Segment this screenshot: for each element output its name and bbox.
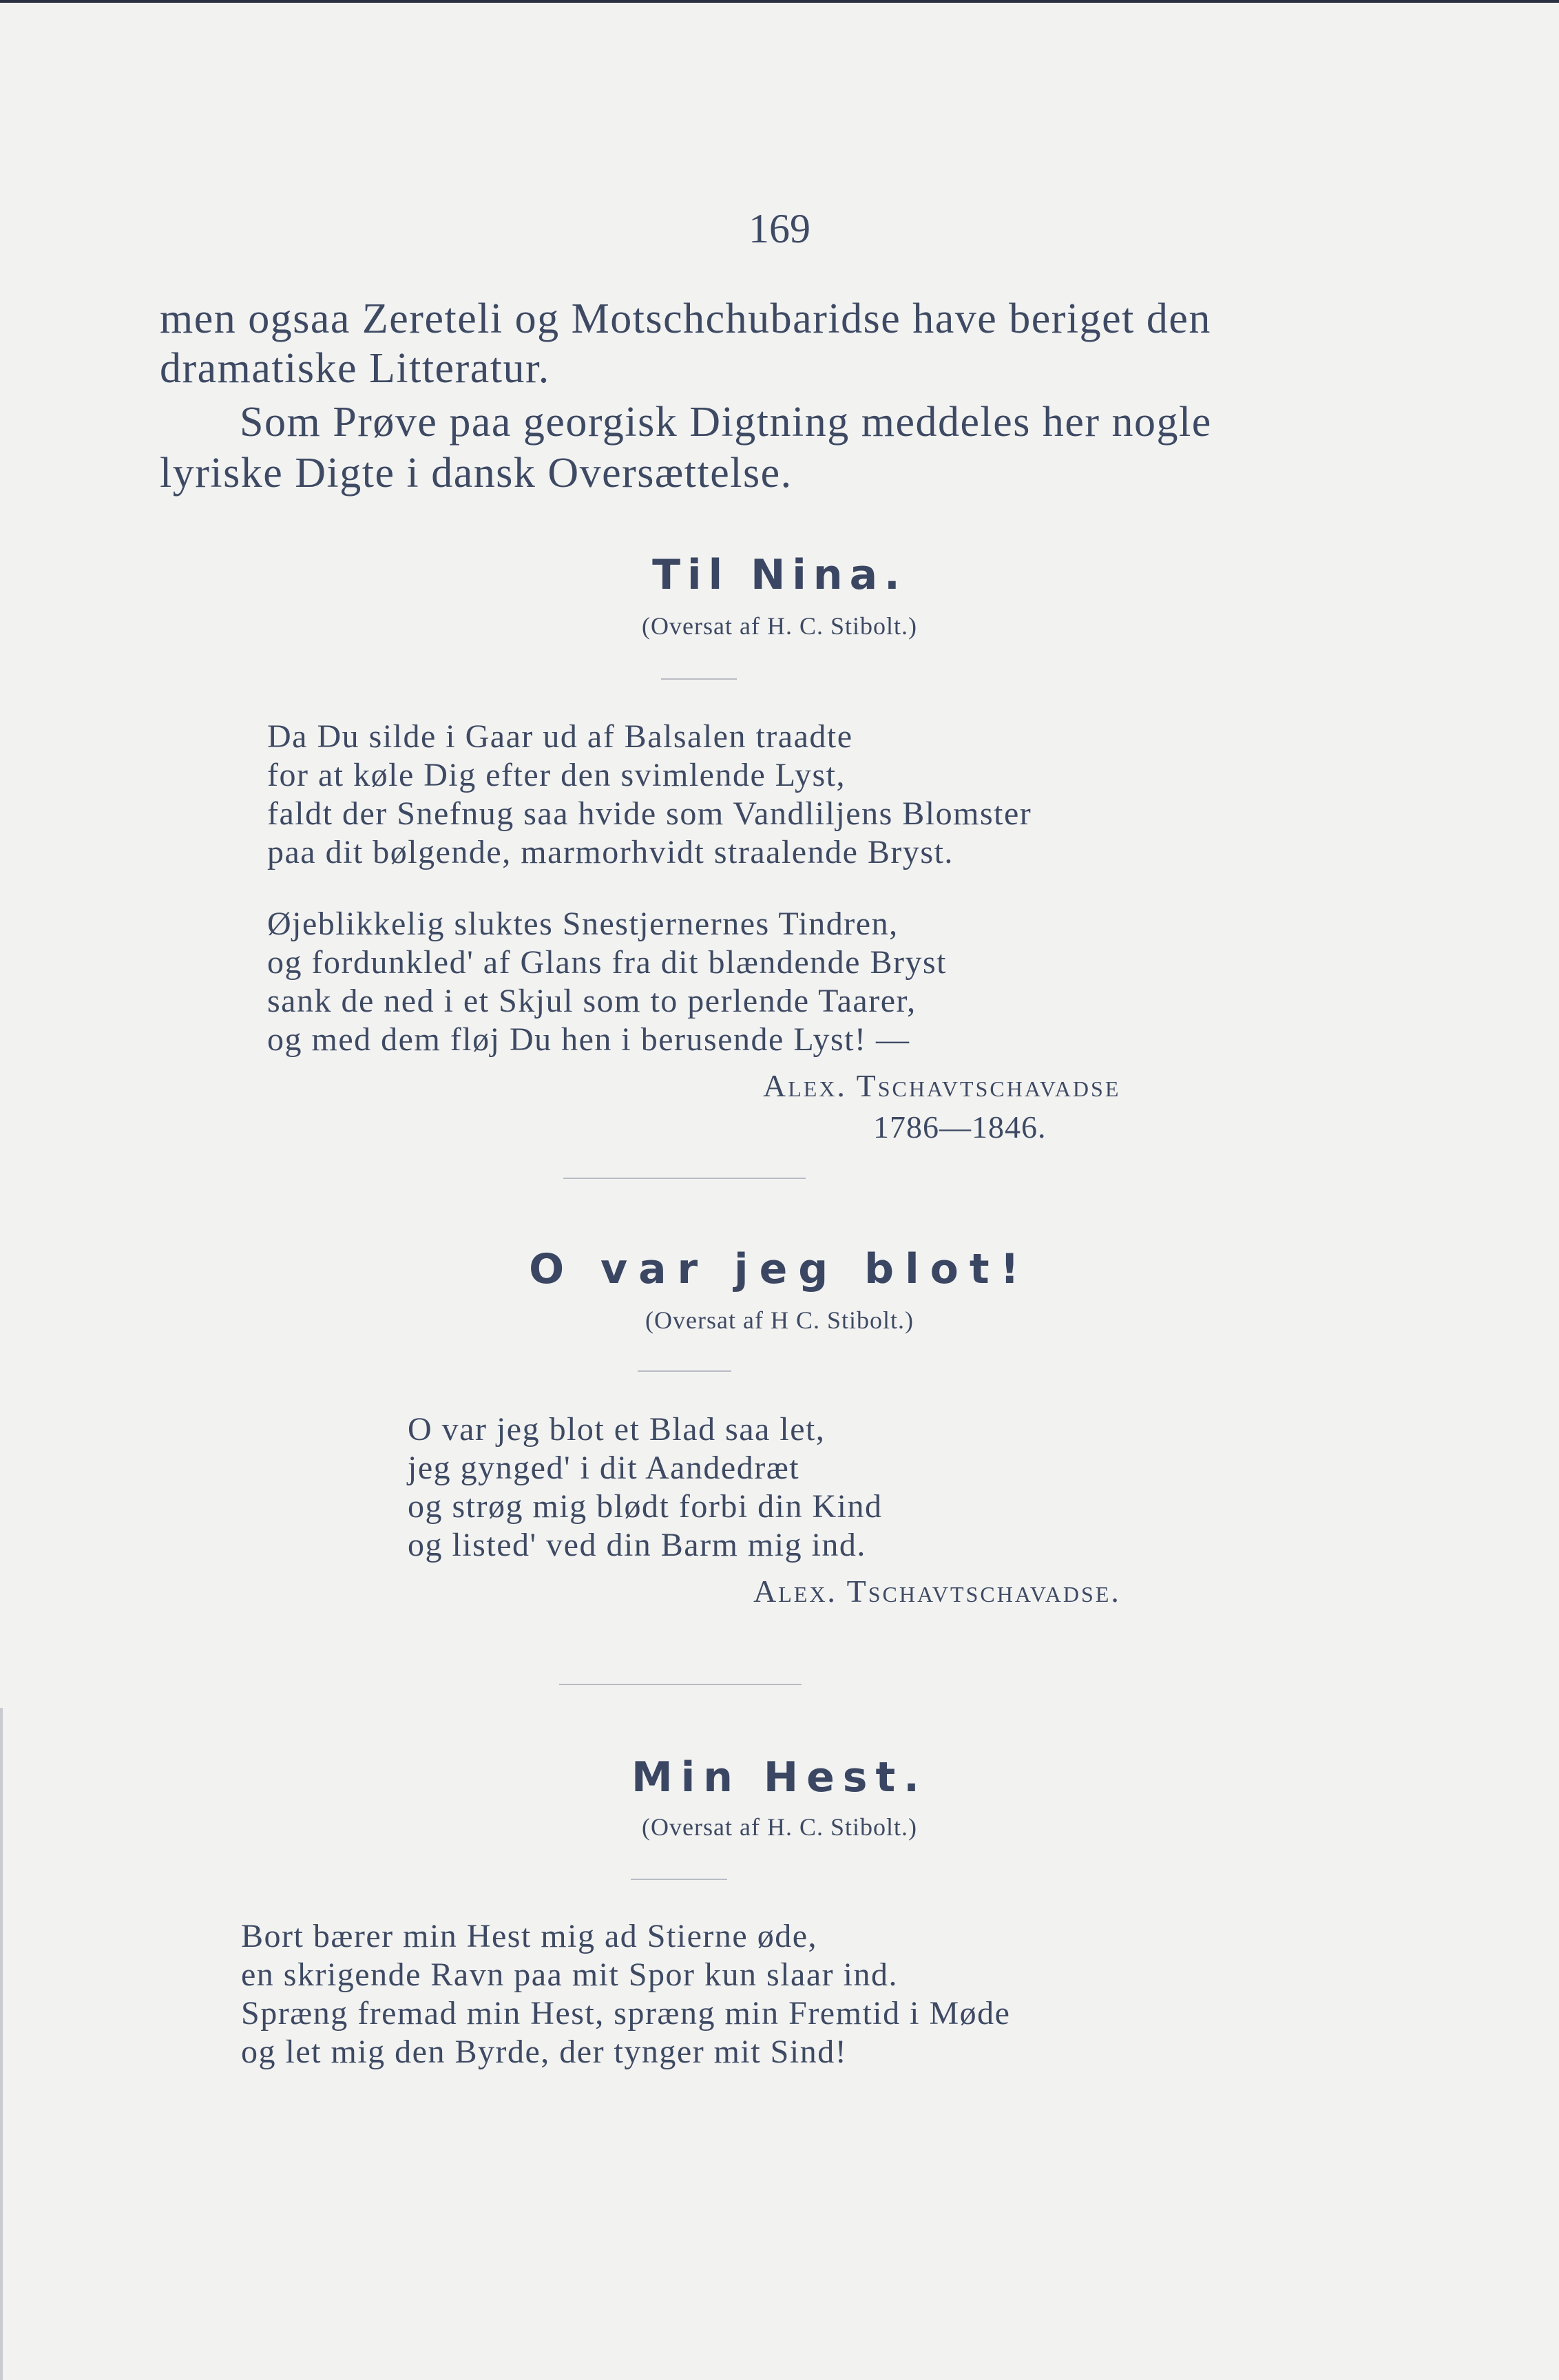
section-divider [559,1684,802,1685]
page-left-edge [0,1708,3,2380]
verse-line: Da Du silde i Gaar ud af Balsalen traadte [267,718,853,755]
poem-title: O var jeg blot! [529,1245,1030,1293]
poem-subtitle: (Oversat af H. C. Stibolt.) [642,612,917,640]
poem-title: Til Nina. [652,551,907,599]
verse-line: og fordunkled' af Glans fra dit blændende Bryst [267,944,947,981]
page-top-edge [0,0,1559,3]
verse-line: og strøg mig blødt forbi din Kind [408,1488,883,1525]
divider [661,678,737,680]
intro-line: lyriske Digte i dansk Oversættelse. [160,450,793,497]
poem-author: Alex. Tschavtschavadse. [753,1574,1121,1609]
verse-line: faldt der Snefnug saa hvide som Vandliljens Blomster [267,795,1032,832]
verse-line: Spræng fremad min Hest, spræng min Fremtid i Møde [241,1995,1011,2032]
intro-line: men ogsaa Zereteli og Motschchubaridse have beriget den [160,295,1211,342]
poem-years: 1786—1846. [873,1109,1047,1145]
verse-line: og listed' ved din Barm mig ind. [408,1527,866,1563]
verse-line: Bort bærer min Hest mig ad Stierne øde, [241,1918,818,1954]
section-divider [563,1178,806,1179]
verse-line: en skrigende Ravn paa mit Spor kun slaar ind. [241,1956,898,1993]
verse-line: sank de ned i et Skjul som to perlende Taarer, [267,983,917,1019]
verse-line: paa dit bølgende, marmorhvidt straalende Bryst. [267,834,954,870]
poem-title: Min Hest. [631,1753,928,1802]
divider [638,1370,731,1372]
poem-subtitle: (Oversat af H. C. Stibolt.) [642,1813,917,1841]
verse-line: jeg gynged' i dit Aandedræt [408,1450,800,1486]
page-number: 169 [749,206,810,251]
poem-author: Alex. Tschavtschavadse [763,1068,1121,1103]
poem-subtitle: (Oversat af H C. Stibolt.) [645,1306,914,1334]
intro-line: dramatiske Litteratur. [160,345,550,392]
verse-line: O var jeg blot et Blad saa let, [408,1411,826,1448]
verse-line: Øjeblikkelig sluktes Snestjernernes Tindren, [267,906,899,942]
intro-line: Som Prøve paa georgisk Digtning meddeles her nogle [240,399,1212,446]
divider [631,1879,727,1880]
verse-line: og med dem fløj Du hen i berusende Lyst! — [267,1021,910,1058]
verse-line: for at køle Dig efter den svimlende Lyst, [267,757,846,793]
verse-line: og let mig den Byrde, der tynger mit Sind! [241,2034,848,2070]
